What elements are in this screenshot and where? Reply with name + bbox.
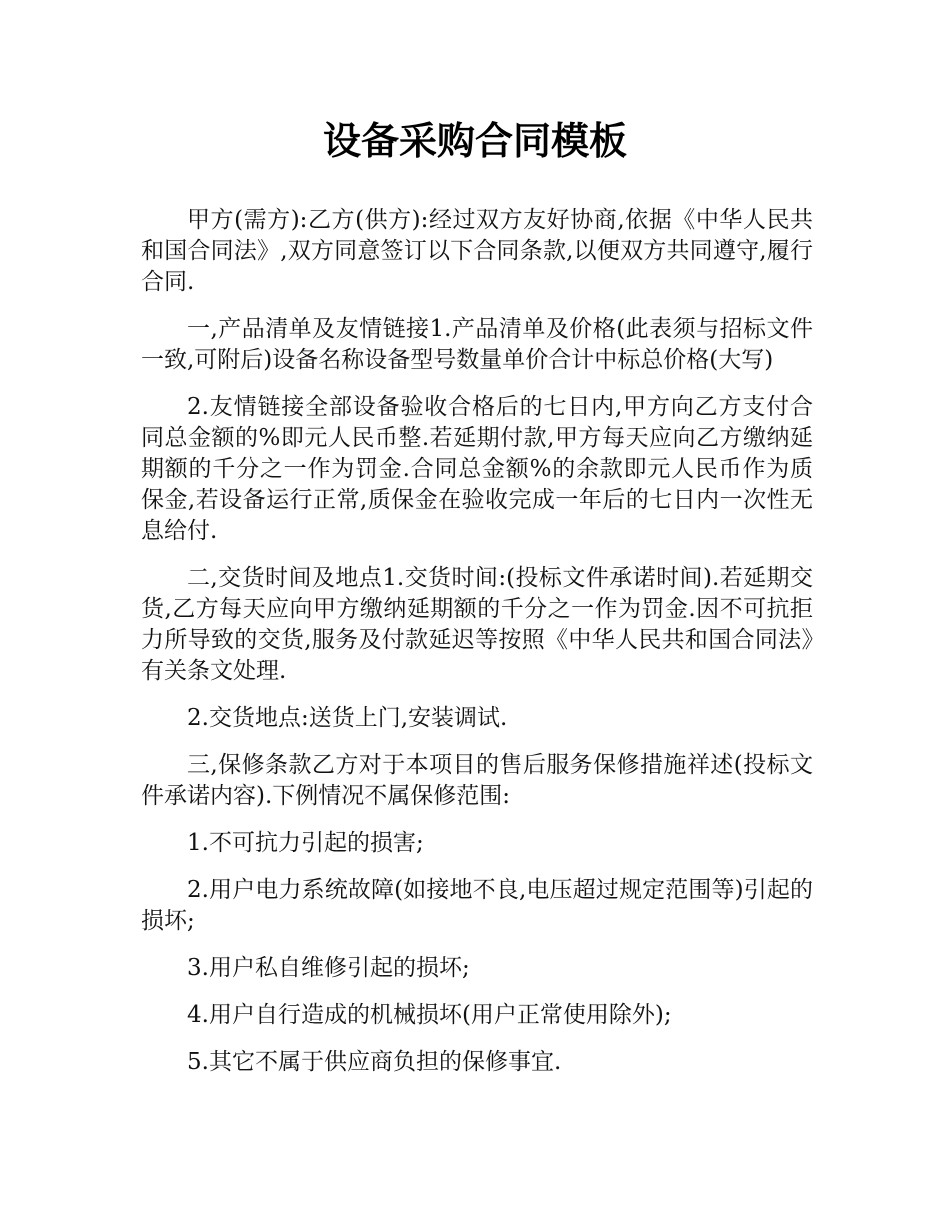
list-item-exclusion-1: 1.不可抗力引起的损害; [187,830,424,856]
paragraph-section-2: 二,交货时间及地点1.交货时间:(投标文件承诺时间).若延期交货,乙方每天应向甲方缴纳延期额的千分之一作为罚金.因不可抗拒力所导致的交货,服务及付款延迟等按照《中华人民共和国合同法》有关条文处理. [141,565,813,684]
document-title: 设备采购合同模板 [322,119,627,163]
list-item-exclusion-5: 5.其它不属于供应商负担的保修事宜. [187,1049,562,1075]
paragraph-delivery-place: 2.交货地点:送货上门,安装调试. [187,705,508,731]
paragraph-payment: 2.友情链接全部设备验收合格后的七日内,甲方向乙方支付合同总金额的%即元人民币整.若延期付款,甲方每天应向乙方缴纳延期额的千分之一作为罚金.合同总金额%的余款即元人民币作为质保金,若设备运行正常,质保金在验收完成一年后的七日内一次性无息给付. [141,394,813,544]
paragraph-preamble: 甲方(需方):乙方(供方):经过双方友好协商,依据《中华人民共和国合同法》,双方同意签订以下合同条款,以便双方共同遵守,履行合同. [141,207,813,295]
list-item-exclusion-4: 4.用户自行造成的机械损坏(用户正常使用除外); [187,1002,672,1028]
list-item-exclusion-2: 2.用户电力系统故障(如接地不良,电压超过规定范围等)引起的损坏; [141,877,813,934]
document-body [141,205,813,1094]
list-item-exclusion-3: 3.用户私自维修引起的损坏; [187,955,470,981]
paragraph-section-3: 三,保修条款乙方对于本项目的售后服务保修措施祥述(投标文件承诺内容).下例情况不属保修范围: [141,752,813,809]
paragraph-section-1: 一,产品清单及友情链接1.产品清单及价格(此表须与招标文件一致,可附后)设备名称设备型号数量单价合计中标总价格(大写) [141,316,813,373]
